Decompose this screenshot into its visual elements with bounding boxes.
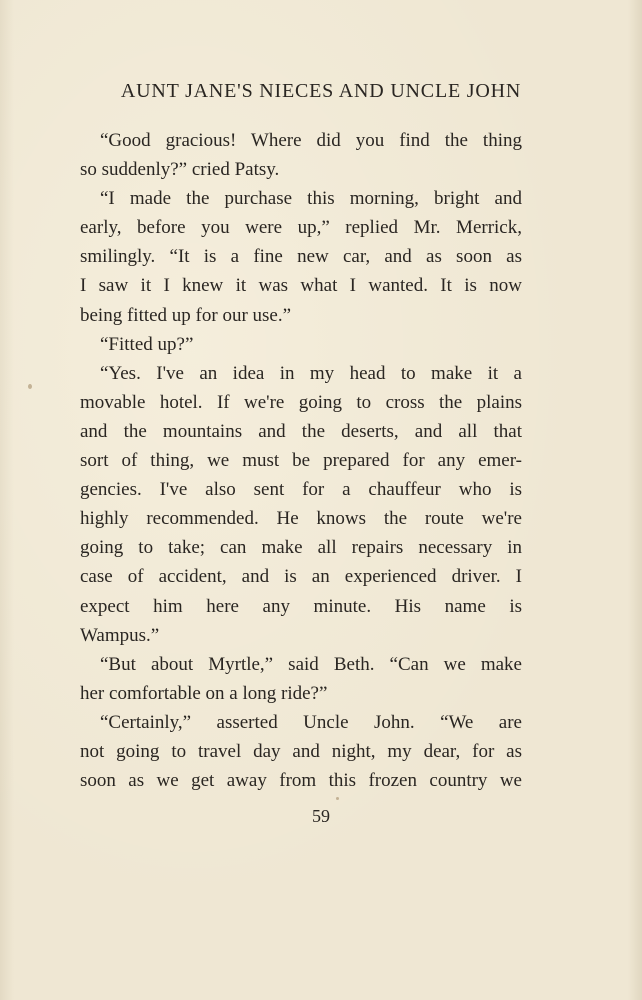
text-line: smilingly. “It is a fine new car, and as soon as (80, 246, 522, 268)
text-line: highly recommended. He knows the route we're (80, 508, 522, 530)
text-line: being fitted up for our use.” (80, 304, 292, 326)
text-line: I saw it I knew it was what I wanted. It is now (80, 275, 522, 297)
body-text (80, 126, 522, 795)
text-line: “Fitted up?” (100, 333, 194, 355)
text-line: gencies. I've also sent for a chauffeur who is (80, 479, 522, 501)
text-line: case of accident, and is an experienced driver. I (80, 566, 522, 588)
text-line: her comfortable on a long ride?” (80, 682, 328, 704)
text-line: movable hotel. If we're going to cross the plains (80, 391, 522, 413)
text-line: early, before you were up,” replied Mr. Merrick, (80, 217, 522, 239)
text-line: “But about Myrtle,” said Beth. “Can we make (100, 653, 522, 675)
text-line: sort of thing, we must be prepared for any emer- (80, 450, 522, 472)
text-line: “Good gracious! Where did you find the thing (100, 130, 522, 151)
page-number: 59 (312, 806, 330, 826)
text-line: going to take; can make all repairs necessary in (80, 537, 522, 559)
paper-speck (28, 384, 32, 389)
text-line: “I made the purchase this morning, bright and (100, 188, 522, 210)
running-head: AUNT JANE'S NIECES AND UNCLE JOHN (120, 80, 522, 102)
text-line: soon as we get away from this frozen country we (80, 770, 522, 792)
text-line: “Yes. I've an idea in my head to make it a (100, 362, 522, 384)
text-line: and the mountains and the deserts, and all that (80, 420, 522, 442)
text-line: not going to travel day and night, my dear, for as (80, 740, 522, 762)
text-line: “Certainly,” asserted Uncle John. “We are (100, 711, 522, 733)
text-line: so suddenly?” cried Patsy. (80, 159, 280, 181)
text-line: Wampus.” (80, 624, 160, 646)
text-line: expect him here any minute. His name is (80, 595, 522, 617)
paper-speck (336, 797, 339, 800)
